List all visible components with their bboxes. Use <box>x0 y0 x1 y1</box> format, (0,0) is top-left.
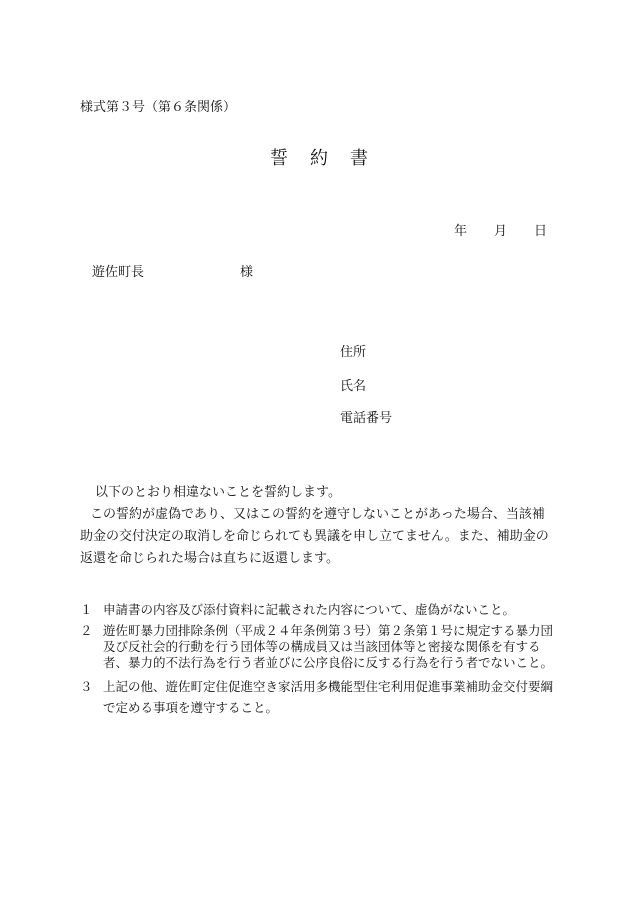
date-month-label: 月 <box>494 224 508 239</box>
address-label: 住所 <box>340 345 367 360</box>
item-text: 申請書の内容及び添付資料に記載された内容について、虚偽がないこと。 <box>103 602 516 617</box>
item-number: ２ <box>80 623 93 638</box>
pledge-item-3 <box>80 676 554 718</box>
honorific: 様 <box>240 265 254 280</box>
date-day-label: 日 <box>534 224 548 239</box>
pledge-item-2 <box>80 623 554 671</box>
pledge-items-list <box>80 602 554 723</box>
document-title <box>270 144 368 170</box>
form-number-label: 様式第３号（第６条関係） <box>80 100 237 115</box>
item-number: １ <box>80 602 93 617</box>
item-text: 上記の他、遊佐町定住促進空き家活用多機能型住宅利用促進事業補助金交付要綱で定める事項を遵守すること。 <box>103 679 554 715</box>
name-label: 氏名 <box>340 379 367 394</box>
item-number: ３ <box>80 679 93 694</box>
title-char-2: 約 <box>310 148 328 169</box>
pledge-item-1 <box>80 602 554 618</box>
pledge-statement <box>80 482 552 570</box>
pledge-body: この誓約が虚偽であり、又はこの誓約を遵守しないことがあった場合、当該補助金の交付決定の取消しを命じられても異議を申し立てません。また、補助金の返還を命じられた場合は直ちに返還します。 <box>80 507 549 566</box>
item-text: 遊佐町暴力団排除条例（平成２４年条例第３号）第２条第１号に規定する暴力団及び反社会的行動を行う団体等の構成員又は当該団体等と密接な関係を有する者、暴力的不法行為を行う者並びに公序良俗に反する行為を行う者でないこと。 <box>103 623 554 670</box>
pledge-intro: 以下のとおり相違ないことを誓約します。 <box>95 485 341 500</box>
phone-label: 電話番号 <box>340 411 393 426</box>
date-year-label: 年 <box>454 224 468 239</box>
title-char-3: 書 <box>350 148 368 169</box>
title-char-1: 誓 <box>270 148 288 169</box>
addressee: 遊佐町長 <box>92 265 145 280</box>
